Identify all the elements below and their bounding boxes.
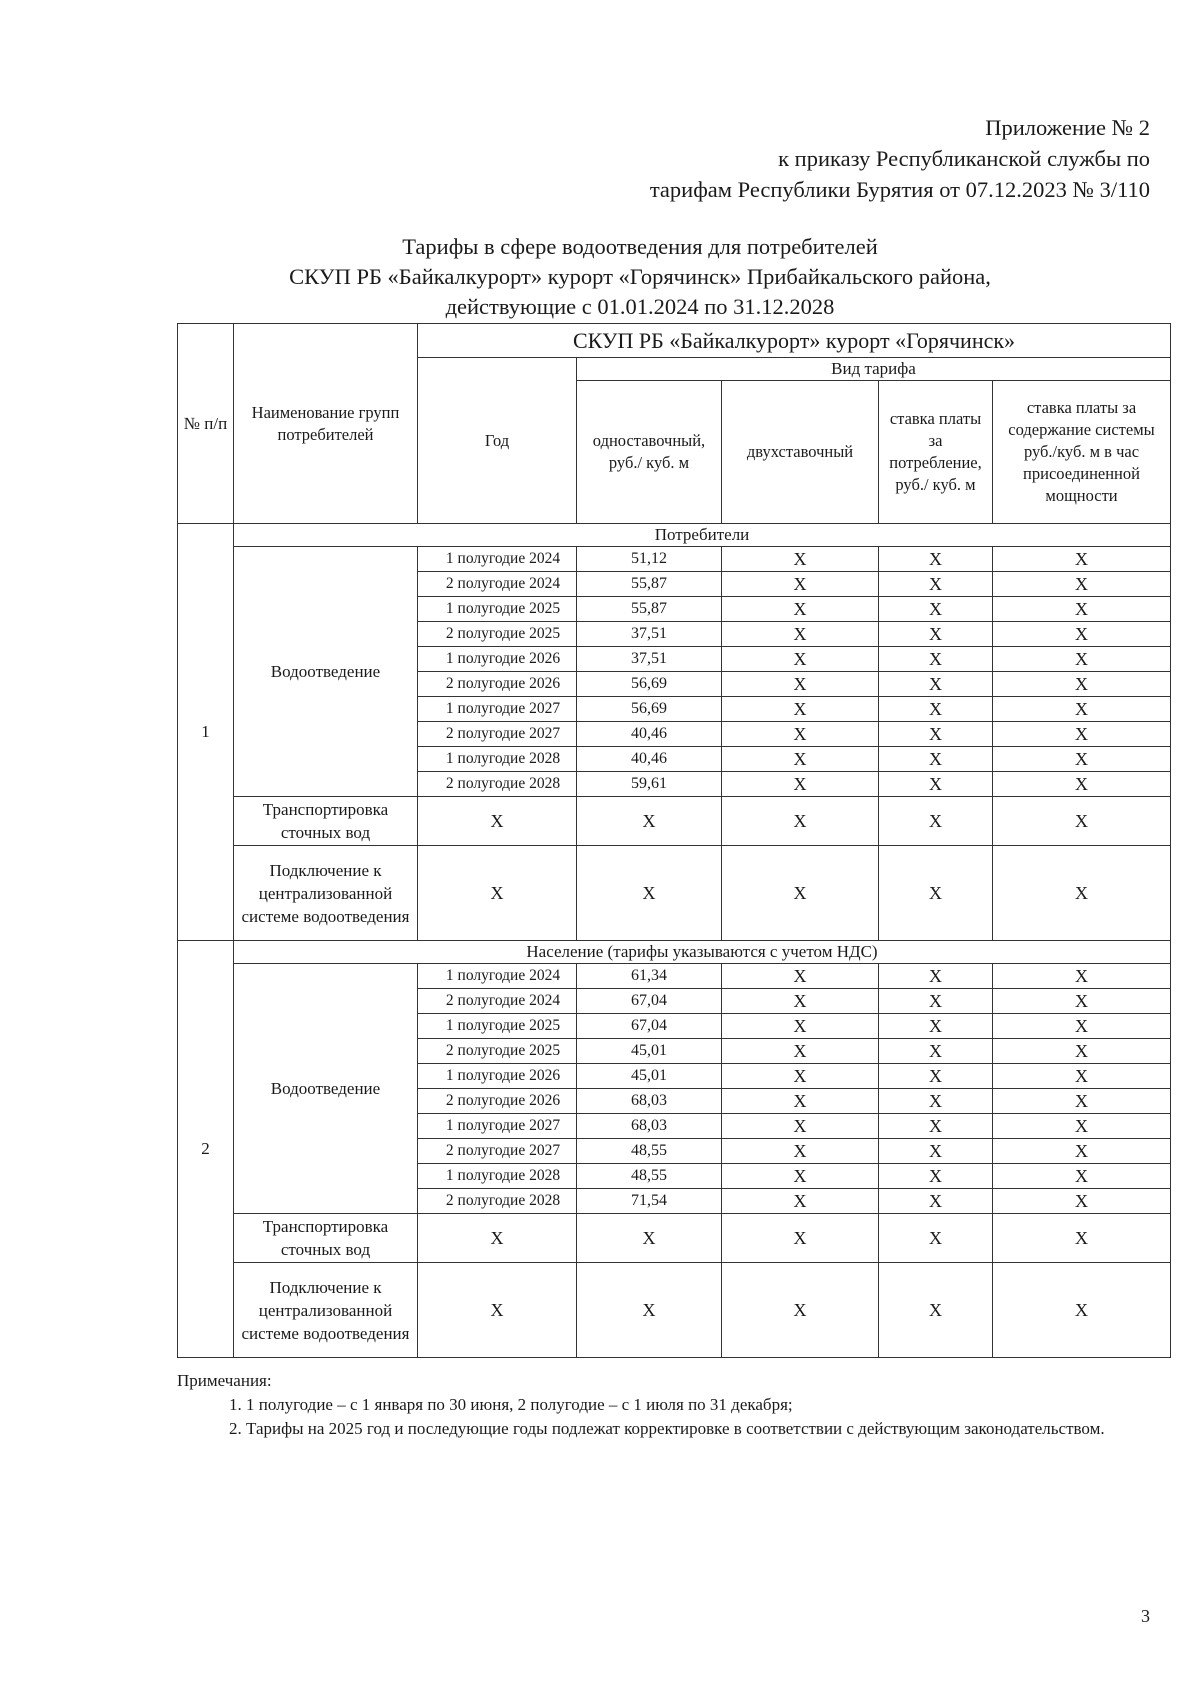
category-name: Водоотведение [234,964,418,1214]
period-cell: 1 полугодие 2024 [418,964,577,989]
connection-name: Подключение к централизованной системе водоотведения [234,846,418,941]
notes-heading: Примечания: [177,1371,272,1390]
period-cell: 1 полугодие 2027 [418,1114,577,1139]
consumption-rate-cell: X [879,697,993,722]
period-cell: 2 полугодие 2024 [418,572,577,597]
consumption-rate-cell: X [879,1164,993,1189]
period-cell: 2 полугодие 2025 [418,1039,577,1064]
period-cell: 2 полугодие 2025 [418,622,577,647]
group-number: 1 [178,524,234,941]
capacity-rate-cell: X [993,1089,1171,1114]
two-rate-cell: X [722,697,879,722]
period-cell: 1 полугодие 2028 [418,1164,577,1189]
consumption-rate-cell: X [879,1064,993,1089]
capacity-rate-cell: X [993,647,1171,672]
two-rate-cell: X [722,964,879,989]
two-rate-cell: X [722,1039,879,1064]
connection-cell: X [722,1263,879,1358]
consumption-rate-cell: X [879,622,993,647]
two-rate-cell: X [722,722,879,747]
single-rate-cell: 55,87 [577,597,722,622]
consumption-rate-cell: X [879,1039,993,1064]
single-rate-cell: 37,51 [577,622,722,647]
connection-cell: X [879,1263,993,1358]
connection-cell: X [722,846,879,941]
header-num: № п/п [178,324,234,524]
capacity-rate-cell: X [993,572,1171,597]
capacity-rate-cell: X [993,1064,1171,1089]
header-year: Год [418,358,577,524]
two-rate-cell: X [722,1064,879,1089]
single-rate-cell: 68,03 [577,1089,722,1114]
consumption-rate-cell: X [879,1014,993,1039]
connection-cell: X [577,846,722,941]
appendix-line-3: тарифам Республики Бурятия от 07.12.2023 № 3/110 [649,177,1150,202]
connection-cell: X [577,1263,722,1358]
two-rate-cell: X [722,989,879,1014]
single-rate-cell: 68,03 [577,1114,722,1139]
title-line-1: Тарифы в сфере водоотведения для потребителей [402,234,878,259]
connection-cell: X [418,846,577,941]
two-rate-cell: X [722,1014,879,1039]
capacity-rate-cell: X [993,672,1171,697]
capacity-rate-cell: X [993,989,1171,1014]
title-line-3: действующие с 01.01.2024 по 31.12.2028 [445,294,835,319]
single-rate-cell: 40,46 [577,747,722,772]
transport-cell: X [722,1214,879,1263]
note-item-1: 1. 1 полугодие – с 1 января по 30 июня, 2 полугодие – с 1 июля по 31 декабря; [246,1394,1152,1416]
capacity-rate-cell: X [993,1039,1171,1064]
period-cell: 1 полугодие 2025 [418,597,577,622]
transport-cell: X [879,1214,993,1263]
two-rate-cell: X [722,1189,879,1214]
consumption-rate-cell: X [879,647,993,672]
connection-cell: X [418,1263,577,1358]
two-rate-cell: X [722,597,879,622]
page-number: 3 [1141,1606,1150,1626]
period-cell: 2 полугодие 2027 [418,1139,577,1164]
document-title [180,232,1100,322]
period-cell: 1 полугодие 2026 [418,1064,577,1089]
connection-cell: X [879,846,993,941]
consumption-rate-cell: X [879,1114,993,1139]
capacity-rate-cell: X [993,622,1171,647]
period-cell: 2 полугодие 2028 [418,1189,577,1214]
tariff-row [178,547,1171,572]
consumption-rate-cell: X [879,747,993,772]
consumption-rate-cell: X [879,1139,993,1164]
header-consumption-rate: ставка платы за потребление, руб./ куб. м [879,381,993,524]
single-rate-cell: 45,01 [577,1039,722,1064]
consumption-rate-cell: X [879,572,993,597]
header-tariff-type: Вид тарифа [577,358,1171,381]
two-rate-cell: X [722,1164,879,1189]
section-name: Потребители [234,524,1171,547]
consumption-rate-cell: X [879,547,993,572]
connection-cell: X [993,846,1171,941]
connection-row [178,846,1171,941]
single-rate-cell: 56,69 [577,672,722,697]
capacity-rate-cell: X [993,1189,1171,1214]
capacity-rate-cell: X [993,1164,1171,1189]
appendix-line-2: к приказу Республиканской службы по [778,146,1150,171]
period-cell: 2 полугодие 2024 [418,989,577,1014]
transport-cell: X [722,797,879,846]
capacity-rate-cell: X [993,597,1171,622]
consumption-rate-cell: X [879,1189,993,1214]
header-group: Наименование групп потребителей [234,324,418,524]
tariff-row [178,964,1171,989]
single-rate-cell: 48,55 [577,1139,722,1164]
table-header [178,324,1171,524]
consumption-rate-cell: X [879,672,993,697]
transport-cell: X [418,1214,577,1263]
consumption-rate-cell: X [879,989,993,1014]
transport-cell: X [993,797,1171,846]
period-cell: 1 полугодие 2027 [418,697,577,722]
connection-cell: X [993,1263,1171,1358]
consumption-rate-cell: X [879,597,993,622]
period-cell: 2 полугодие 2028 [418,772,577,797]
connection-name: Подключение к централизованной системе водоотведения [234,1263,418,1358]
header-capacity-rate: ставка платы за содержание системы руб./куб. м в час присоединенной мощности [993,381,1171,524]
capacity-rate-cell: X [993,1114,1171,1139]
capacity-rate-cell: X [993,1014,1171,1039]
consumption-rate-cell: X [879,1089,993,1114]
note-item-2: 2. Тарифы на 2025 год и последующие годы подлежат корректировке в соответствии с действующим законодательством. [246,1418,1152,1440]
transport-cell: X [993,1214,1171,1263]
two-rate-cell: X [722,1089,879,1114]
transport-cell: X [577,1214,722,1263]
capacity-rate-cell: X [993,747,1171,772]
single-rate-cell: 67,04 [577,989,722,1014]
single-rate-cell: 45,01 [577,1064,722,1089]
group-number: 2 [178,941,234,1358]
period-cell: 2 полугодие 2027 [418,722,577,747]
single-rate-cell: 59,61 [577,772,722,797]
capacity-rate-cell: X [993,547,1171,572]
capacity-rate-cell: X [993,964,1171,989]
two-rate-cell: X [722,547,879,572]
two-rate-cell: X [722,672,879,697]
connection-row [178,1263,1171,1358]
two-rate-cell: X [722,622,879,647]
section-header-row [178,941,1171,964]
single-rate-cell: 51,12 [577,547,722,572]
table-body [178,524,1171,1358]
transport-row [178,1214,1171,1263]
title-line-2: СКУП РБ «Байкалкурорт» курорт «Горячинск» Прибайкальского района, [289,264,991,289]
period-cell: 1 полугодие 2028 [418,747,577,772]
header-org: СКУП РБ «Байкалкурорт» курорт «Горячинск» [418,324,1171,358]
period-cell: 2 полугодие 2026 [418,672,577,697]
single-rate-cell: 61,34 [577,964,722,989]
two-rate-cell: X [722,572,879,597]
tariff-table [177,323,1171,1358]
section-header-row [178,524,1171,547]
transport-name: Транспортировка сточных вод [234,1214,418,1263]
single-rate-cell: 48,55 [577,1164,722,1189]
transport-cell: X [879,797,993,846]
capacity-rate-cell: X [993,772,1171,797]
period-cell: 1 полугодие 2024 [418,547,577,572]
period-cell: 2 полугодие 2026 [418,1089,577,1114]
appendix-line-1: Приложение № 2 [985,115,1150,140]
single-rate-cell: 56,69 [577,697,722,722]
two-rate-cell: X [722,647,879,672]
header-two-rate: двухставочный [722,381,879,524]
transport-name: Транспортировка сточных вод [234,797,418,846]
transport-cell: X [577,797,722,846]
two-rate-cell: X [722,747,879,772]
two-rate-cell: X [722,1139,879,1164]
single-rate-cell: 40,46 [577,722,722,747]
section-name: Население (тарифы указываются с учетом НДС) [234,941,1171,964]
two-rate-cell: X [722,1114,879,1139]
notes-list [222,1394,1152,1440]
capacity-rate-cell: X [993,697,1171,722]
header-single-rate: одноставочный, руб./ куб. м [577,381,722,524]
transport-row [178,797,1171,846]
consumption-rate-cell: X [879,772,993,797]
notes [177,1370,1152,1442]
period-cell: 1 полугодие 2026 [418,647,577,672]
consumption-rate-cell: X [879,964,993,989]
category-name: Водоотведение [234,547,418,797]
transport-cell: X [418,797,577,846]
single-rate-cell: 55,87 [577,572,722,597]
consumption-rate-cell: X [879,722,993,747]
appendix-header [450,112,1150,205]
single-rate-cell: 71,54 [577,1189,722,1214]
capacity-rate-cell: X [993,722,1171,747]
single-rate-cell: 67,04 [577,1014,722,1039]
period-cell: 1 полугодие 2025 [418,1014,577,1039]
capacity-rate-cell: X [993,1139,1171,1164]
two-rate-cell: X [722,772,879,797]
single-rate-cell: 37,51 [577,647,722,672]
